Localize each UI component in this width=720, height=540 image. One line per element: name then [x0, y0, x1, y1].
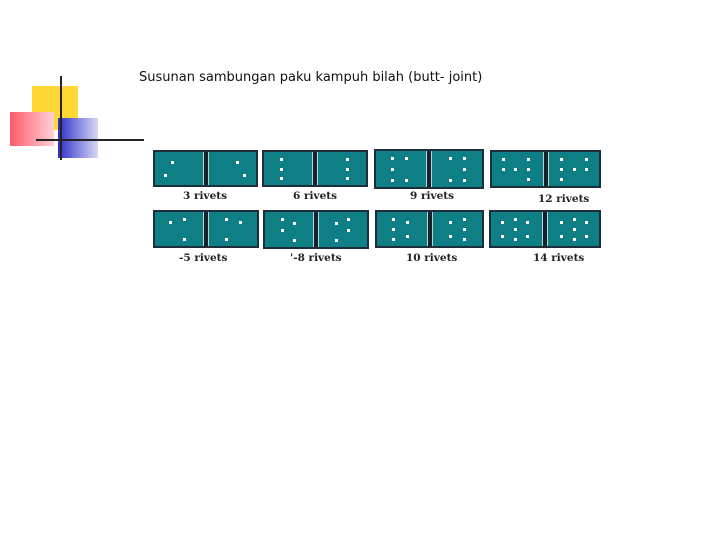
joint-10-rivets — [375, 210, 484, 248]
rivet — [164, 174, 167, 177]
rivet — [463, 157, 466, 160]
caption-5-rivets: -5 rivets — [179, 252, 228, 264]
rivet — [573, 238, 576, 241]
rivet — [514, 238, 517, 241]
rivet — [585, 168, 588, 171]
rivet — [526, 235, 529, 238]
rivet — [239, 221, 242, 224]
rivet — [560, 221, 563, 224]
rivet — [560, 178, 563, 181]
rivet — [346, 168, 349, 171]
joint-seam — [542, 212, 548, 246]
rivet — [501, 235, 504, 238]
joint-seam — [427, 212, 433, 246]
deco-horizontal-line — [36, 139, 144, 141]
rivet — [463, 218, 466, 221]
rivet — [526, 221, 529, 224]
rivet — [236, 161, 239, 164]
rivet — [560, 158, 563, 161]
rivet — [502, 158, 505, 161]
caption-8-rivets: '-8 rivets — [290, 252, 342, 264]
butt-joint-figure — [150, 130, 665, 285]
rivet — [392, 218, 395, 221]
rivet — [406, 221, 409, 224]
deco-blue-square — [58, 118, 98, 158]
rivet — [280, 158, 283, 161]
rivet — [502, 168, 505, 171]
rivet — [171, 161, 174, 164]
joint-5-rivets — [153, 210, 259, 248]
joint-3-rivets — [153, 150, 258, 187]
caption-12-rivets: 12 rivets — [538, 193, 590, 205]
rivet — [406, 235, 409, 238]
rivet — [243, 174, 246, 177]
joint-seam — [203, 152, 209, 185]
rivet — [392, 238, 395, 241]
rivet — [463, 179, 466, 182]
joint-seam — [313, 212, 319, 247]
rivet — [527, 178, 530, 181]
joint-seam — [203, 212, 209, 246]
joint-14-rivets — [489, 210, 601, 248]
rivet — [573, 218, 576, 221]
rivet — [560, 168, 563, 171]
rivet — [501, 221, 504, 224]
rivet — [183, 238, 186, 241]
rivet — [514, 168, 517, 171]
rivet — [293, 222, 296, 225]
rivet — [585, 158, 588, 161]
rivet — [280, 177, 283, 180]
slide-title: Susunan sambungan paku kampuh bilah (butt- joint) — [139, 70, 483, 85]
rivet — [347, 229, 350, 232]
rivet — [335, 239, 338, 242]
rivet — [405, 179, 408, 182]
joint-seam — [312, 152, 318, 185]
rivet — [585, 235, 588, 238]
rivet — [346, 158, 349, 161]
rivet — [392, 228, 395, 231]
rivet — [169, 221, 172, 224]
joint-seam — [426, 151, 432, 187]
rivet — [293, 239, 296, 242]
caption-10-rivets: 10 rivets — [406, 252, 458, 264]
rivet — [527, 168, 530, 171]
rivet — [280, 168, 283, 171]
caption-6-rivets: 6 rivets — [293, 190, 338, 202]
rivet — [405, 157, 408, 160]
rivet — [585, 221, 588, 224]
rivet — [573, 228, 576, 231]
rivet — [449, 157, 452, 160]
rivet — [560, 235, 563, 238]
deco-vertical-line — [60, 76, 62, 160]
rivet — [281, 218, 284, 221]
joint-seam — [543, 152, 549, 186]
caption-3-rivets: 3 rivets — [183, 190, 228, 202]
rivet — [225, 218, 228, 221]
rivet — [391, 179, 394, 182]
rivet — [391, 168, 394, 171]
rivet — [346, 177, 349, 180]
rivet — [449, 235, 452, 238]
rivet — [281, 229, 284, 232]
rivet — [463, 168, 466, 171]
rivet — [225, 238, 228, 241]
caption-14-rivets: 14 rivets — [533, 252, 585, 264]
rivet — [463, 238, 466, 241]
rivet — [573, 168, 576, 171]
caption-9-rivets: 9 rivets — [410, 190, 455, 202]
rivet — [183, 218, 186, 221]
rivet — [514, 218, 517, 221]
rivet — [514, 228, 517, 231]
rivet — [449, 221, 452, 224]
rivet — [347, 218, 350, 221]
rivet — [463, 228, 466, 231]
rivet — [391, 157, 394, 160]
rivet — [449, 179, 452, 182]
joint-12-rivets — [490, 150, 601, 188]
joint-9-rivets — [374, 149, 484, 189]
rivet — [527, 158, 530, 161]
joint-8-rivets — [263, 210, 369, 249]
rivet — [335, 222, 338, 225]
joint-6-rivets — [262, 150, 368, 187]
